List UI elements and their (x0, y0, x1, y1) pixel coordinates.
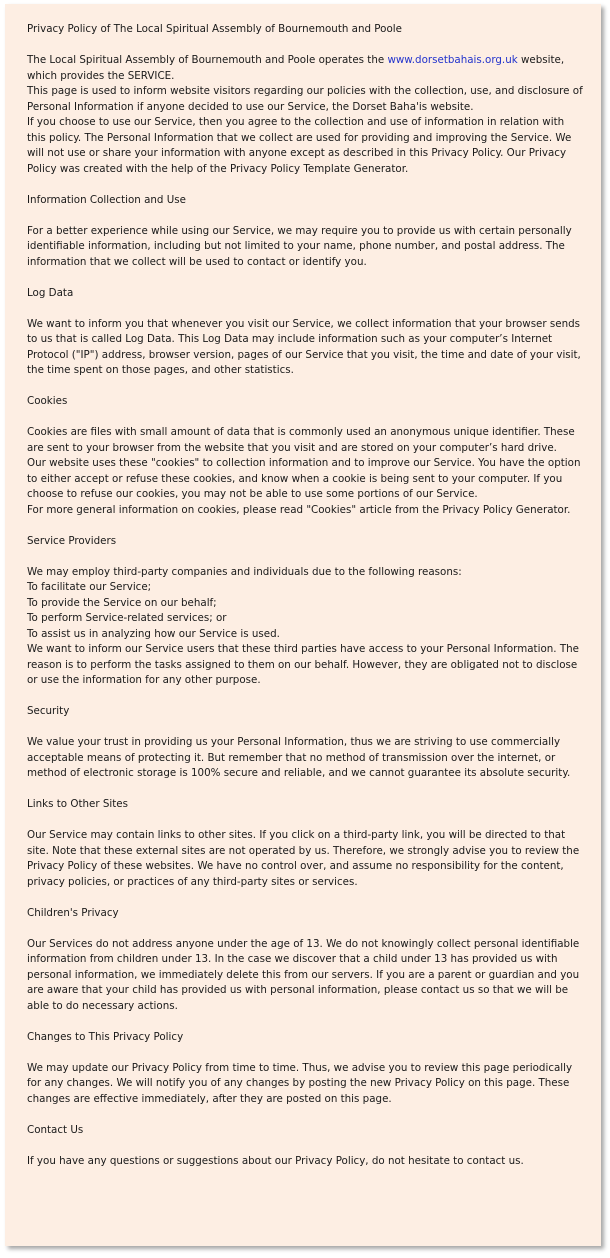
section-body (27, 565, 583, 689)
body-line: For more general information on cookies, please read "Cookies" article from the Privacy Policy Generator. (27, 503, 571, 516)
section-body: Our Services do not address anyone under the age of 13. We do not knowingly collect personal identifiable information from children under 13. In the case we discover that a child under 13 has provided us with personal information, we immediately delete this from our servers. If you are a parent or guardian and you are aware that your child has provided us with personal information, please contact us so that we will be able to do necessary actions. (27, 937, 580, 1012)
body-line: Cookies are files with small amount of data that is commonly used an anonymous unique identifier. These are sent to your browser from the website that you visit and are stored on your computer’s hard drive. (27, 426, 575, 454)
section-body: If you have any questions or suggestions about our Privacy Policy, do not hesitate to contact us. (27, 1154, 524, 1167)
list-item: To provide the Service on our behalf; (27, 596, 217, 609)
section-heading: Links to Other Sites (27, 798, 128, 810)
section-body: We may update our Privacy Policy from time to time. Thus, we advise you to review this page periodically for any changes. We will notify you of any changes by posting the new Privacy Policy on this page. These changes are effective immediately, after they are posted on this page. (27, 1061, 573, 1105)
body-line: We want to inform our Service users that these third parties have access to your Personal Information. The reason is to perform the tasks assigned to them on our behalf. However, they are obligated not to disclose or use the information for any other purpose. (27, 643, 579, 686)
section-heading: Cookies (27, 395, 68, 407)
section-heading: Service Providers (27, 534, 117, 547)
intro-text-end: website, which provides the SERVICE. (27, 54, 565, 82)
section-body (27, 425, 583, 518)
body-line: We may employ third-party companies and individuals due to the following reasons: (27, 565, 462, 578)
section-body: We want to inform you that whenever you visit our Service, we collect information that your browser sends to us that is called Log Data. This Log Data may include information such as your computer’s Internet Protocol ("IP") address, browser version, pages of our Service that you visit, the time and date of your visit, the time spent on those pages, and other statistics. (27, 317, 581, 376)
intro-line: If you choose to use our Service, then you agree to the collection and use of information in relation with this policy. The Personal Information that we collect are used for providing and improving the Service. We will not use or share your information with anyone except as described in this Privacy Policy. Our Privacy Policy was created with the help of the Privacy Policy Template Generator. (27, 116, 572, 175)
intro-text: The Local Spiritual Assembly of Bournemouth and Poole operates the (27, 54, 388, 66)
content-panel (5, 4, 601, 1246)
section-heading: Changes to This Privacy Policy (27, 1030, 184, 1043)
body-line: Our website uses these "cookies" to collection information and to improve our Service. You have the option to either accept or refuse these cookies, and know when a cookie is being sent to your computer. If you choose to refuse our cookies, you may not be able to use some portions of our Service. (27, 457, 581, 500)
list-item: To assist us in analyzing how our Service is used. (27, 627, 280, 640)
section-heading: Children's Privacy (27, 906, 119, 919)
page-title: Privacy Policy of The Local Spiritual Assembly of Bournemouth and Poole (27, 23, 402, 35)
intro-first-line (27, 53, 583, 84)
intro-paragraph (27, 53, 583, 177)
section-heading: Security (27, 705, 70, 717)
section-body: Our Service may contain links to other sites. If you click on a third-party link, you will be directed to that site. Note that these external sites are not operated by us. Therefore, we strongly advise you to review the Privacy Policy of these websites. We have no control over, and assume no responsibility for the content, privacy policies, or practices of any third-party sites or services. (27, 829, 580, 888)
section-heading: Log Data (27, 286, 74, 299)
privacy-policy-text (27, 22, 583, 1185)
section-body: We value your trust in providing us your Personal Information, thus we are striving to use commercially acceptable means of protecting it. But remember that no method of transmission over the internet, or method of electronic storage is 100% secure and reliable, and we cannot guarantee its absolute security. (27, 736, 571, 779)
list-item: To perform Service-related services; or (27, 612, 227, 624)
website-link[interactable]: www.dorsetbahais.org.uk (387, 54, 518, 66)
section-body: For a better experience while using our Service, we may require you to provide us with certain personally identifiable information, including but not limited to your name, phone number, and postal address. The information that we collect will be used to contact or identify you. (27, 224, 572, 268)
section-heading: Contact Us (27, 1123, 84, 1136)
section-heading: Information Collection and Use (27, 193, 186, 206)
intro-line: This page is used to inform website visitors regarding our policies with the collection, use, and disclosure of Personal Information if anyone decided to use our Service, the Dorset Baha'is website. (27, 85, 583, 113)
list-item: To facilitate our Service; (27, 581, 152, 593)
